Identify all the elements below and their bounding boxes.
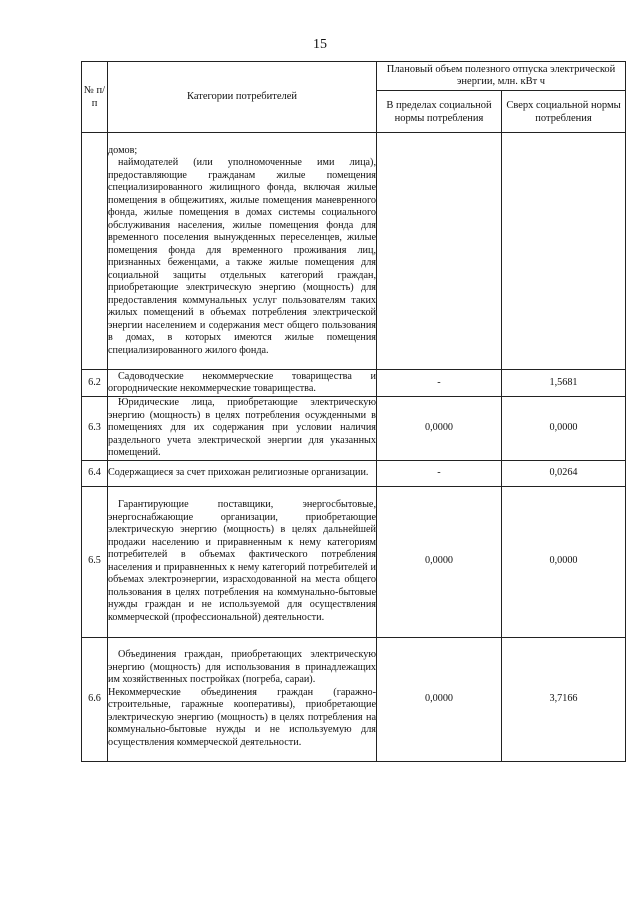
row-number bbox=[82, 133, 108, 370]
category-paragraph: Садоводческие некоммерческие товарищества и огороднические некоммерческие товарищества. bbox=[108, 370, 376, 394]
row-category bbox=[108, 133, 377, 370]
category-paragraph: домов; bbox=[108, 144, 138, 156]
value-within-norm: 0,0000 bbox=[377, 486, 502, 637]
table-row bbox=[82, 370, 626, 397]
row-number: 6.6 bbox=[82, 637, 108, 761]
category-paragraph: Содержащиеся за счет прихожан религиозные организации. bbox=[108, 466, 369, 478]
row-category bbox=[108, 460, 377, 486]
category-paragraph: Объединения граждан, приобретающих электрическую энергию (мощность) для использования в принадлежащих им хозяйственных постройках (погреба, сараи). bbox=[108, 649, 376, 685]
table-row bbox=[82, 637, 626, 761]
row-category bbox=[108, 637, 377, 761]
table-row bbox=[82, 397, 626, 461]
table-row bbox=[82, 486, 626, 637]
value-above-norm: 3,7166 bbox=[502, 637, 626, 761]
header-category: Категории потребителей bbox=[108, 62, 377, 133]
row-number: 6.5 bbox=[82, 486, 108, 637]
header-number: № п/п bbox=[82, 62, 108, 133]
value-within-norm: 0,0000 bbox=[377, 637, 502, 761]
category-paragraph: наймодателей (или уполномоченные ими лица), предоставляющие гражданам жилые помещения специализированного жилищного фонда, включая жилые помещения в общежитиях, жилые помещения маневренного фонда, жилые помещения в домах системы социального обслуживания населения, жилые помещения фонда для временного поселения вынужденных переселенцев, жилые помещения фонда для временного проживания лиц, признанных беженцами, а также жилые помещения для социальной защиты отдельных категорий граждан, приобретающие электрическую энергию (мощность) для предоставления коммунальных услуг пользователям таких жилых помещений в объемах потребления электрической энергии населением и содержания мест общего пользования в домах, в которых имеются жилые помещения специализированного жилого фонда. bbox=[108, 157, 376, 356]
value-within-norm: 0,0000 bbox=[377, 397, 502, 461]
category-paragraph: Гарантирующие поставщики, энергосбытовые, энергоснабжающие организации, приобретающие электрическую энергию (мощность) в целях дальнейшей продажи населению и приравненным к нему категориям потребителей в объемах фактического потребления населения и приравненных к нему категорий потребителей и объемах электроэнергии, израсходованной на места общего пользования в целях потребления на коммунально-бытовые нужды граждан и не используемой для осуществления коммерческой (профессиональной) деятельности. bbox=[108, 499, 376, 623]
value-within-norm: - bbox=[377, 370, 502, 397]
value-within-norm bbox=[377, 133, 502, 370]
value-above-norm: 0,0264 bbox=[502, 460, 626, 486]
row-number: 6.3 bbox=[82, 397, 108, 461]
row-category bbox=[108, 370, 377, 397]
value-above-norm bbox=[502, 133, 626, 370]
consumer-categories-table bbox=[81, 61, 626, 762]
header-within-norm: В пределах социальной нормы потребления bbox=[377, 91, 502, 133]
page-number: 15 bbox=[313, 37, 327, 52]
header-above-norm: Сверх социальной нормы потребления bbox=[502, 91, 626, 133]
row-category bbox=[108, 397, 377, 461]
row-number: 6.4 bbox=[82, 460, 108, 486]
row-number: 6.2 bbox=[82, 370, 108, 397]
category-paragraph: Некоммерческие объединения граждан (гаражно-строительные, гаражные кооперативы), приобретающие электрическую энергию (мощность) в целях потребления на коммунально-бытовые нужды и не используемую для осуществления коммерческой деятельности. bbox=[108, 686, 376, 748]
value-above-norm: 0,0000 bbox=[502, 397, 626, 461]
value-above-norm: 0,0000 bbox=[502, 486, 626, 637]
table-row bbox=[82, 460, 626, 486]
row-category bbox=[108, 486, 377, 637]
header-plan-volume: Плановый объем полезного отпуска электрической энергии, млн. кВт ч bbox=[377, 62, 626, 91]
category-paragraph: Юридические лица, приобретающие электрическую энергию (мощность) в целях потребления осужденными в помещениях для их содержания при условии наличия раздельного учета электрической энергии для указанных помещений. bbox=[108, 397, 376, 458]
table-row bbox=[82, 133, 626, 370]
value-above-norm: 1,5681 bbox=[502, 370, 626, 397]
value-within-norm: - bbox=[377, 460, 502, 486]
